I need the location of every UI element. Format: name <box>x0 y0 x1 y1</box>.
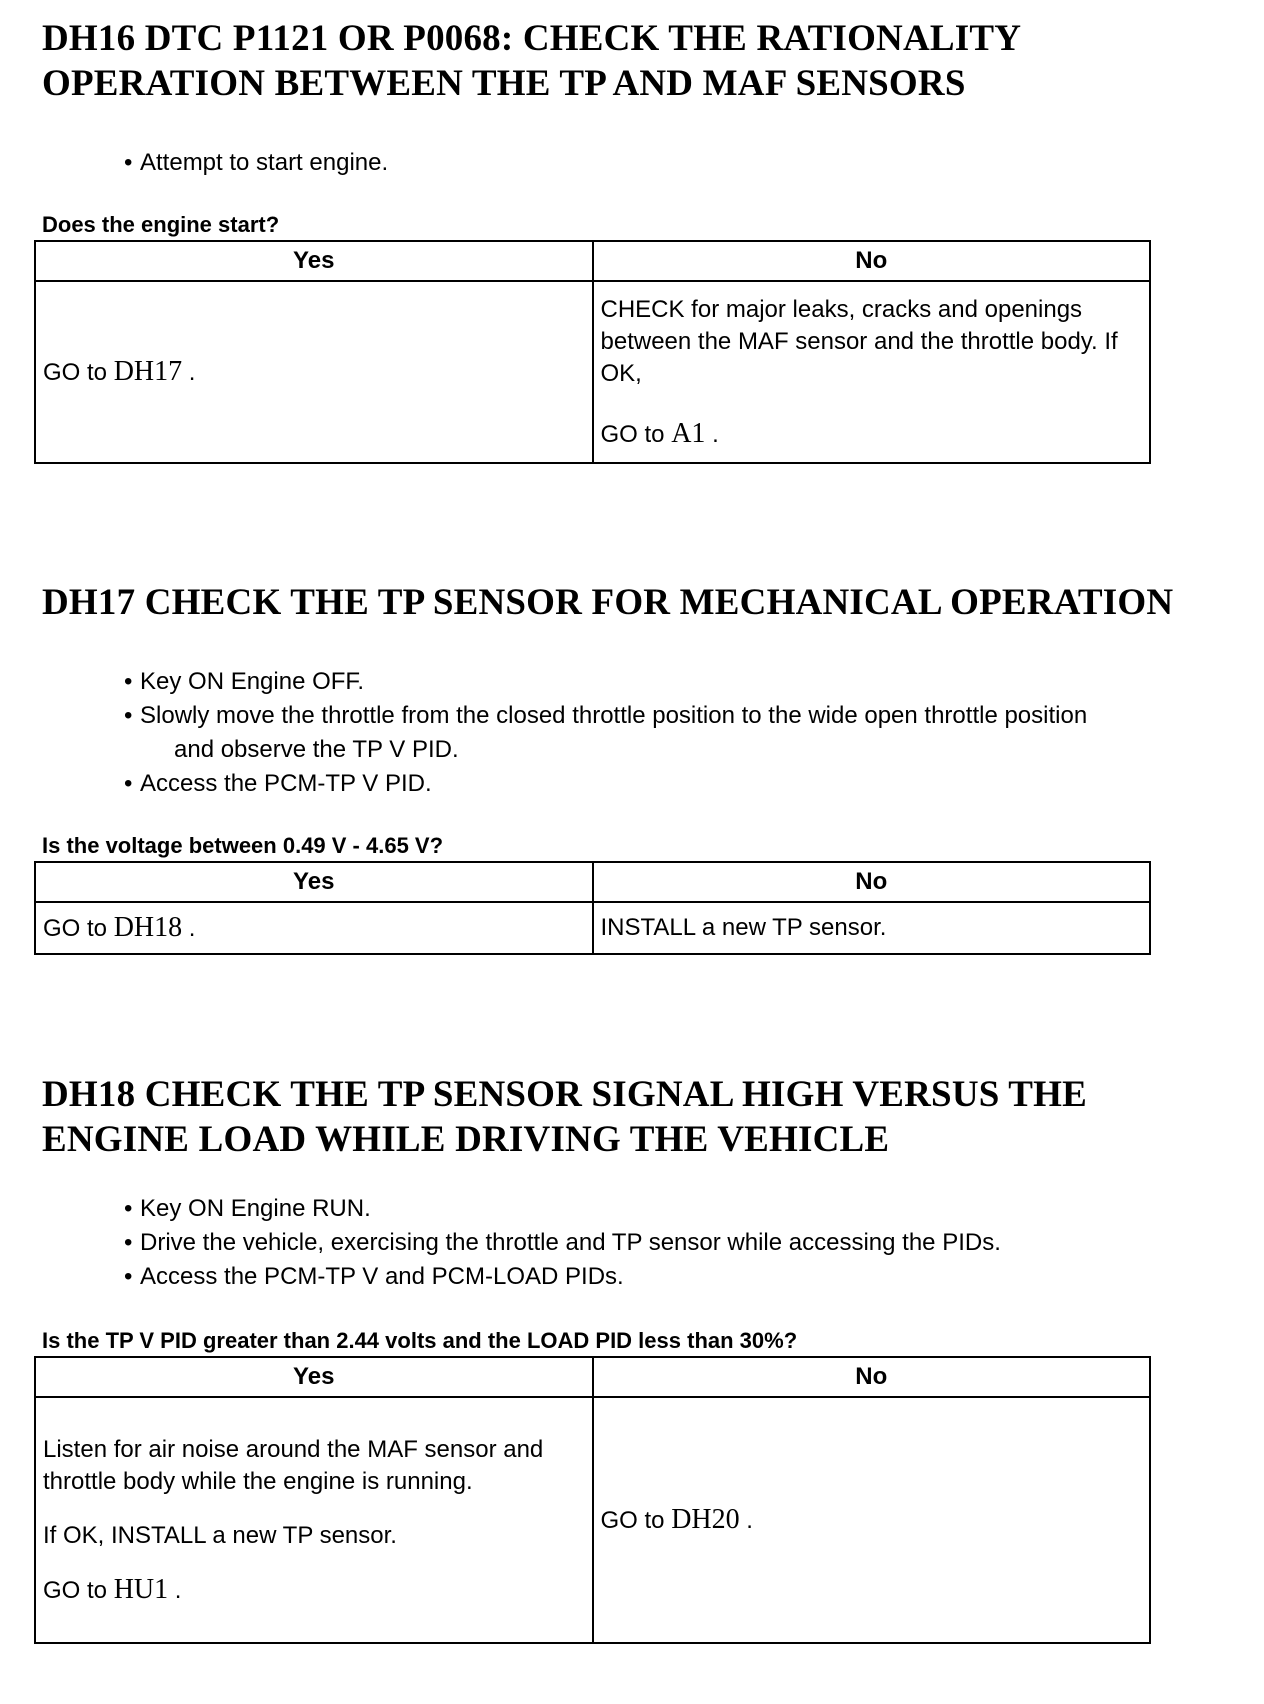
dh18-question: Is the TP V PID greater than 2.44 volts and the LOAD PID less than 30%? <box>42 1328 798 1353</box>
dh16-steps <box>34 146 1244 180</box>
dh17-no-header: No <box>593 862 1151 902</box>
section-dh16 <box>34 16 1244 464</box>
dh17-step-continued: and observe the TP V PID. <box>174 736 459 763</box>
dh16-title-line2: OPERATION BETWEEN THE TP AND MAF SENSORS <box>42 63 966 104</box>
dh17-yes-link[interactable]: DH18 <box>113 911 183 943</box>
dh17-step: • Key ON Engine OFF. <box>124 665 1244 699</box>
dh18-yes-suffix: . <box>168 1576 182 1604</box>
dh17-question: Is the voltage between 0.49 V - 4.65 V? <box>42 833 444 858</box>
dh18-step: • Access the PCM-TP V and PCM-LOAD PIDs. <box>124 1260 1244 1294</box>
dh18-yes-text1: Listen for air noise around the MAF sensor and throttle body while the engine is running. <box>43 1435 544 1495</box>
dh18-no-prefix: GO to <box>600 1506 672 1534</box>
dh18-no-cell <box>593 1397 1151 1643</box>
dh18-title <box>42 1072 1244 1162</box>
dh18-no-header: No <box>593 1357 1151 1397</box>
section-dh18 <box>34 1072 1244 1644</box>
dh18-yes-header: Yes <box>35 1357 593 1397</box>
dh16-title-line1: DH16 DTC P1121 OR P0068: CHECK THE RATIONALITY <box>42 18 1022 59</box>
dh16-question: Does the engine start? <box>42 212 280 237</box>
dh16-no-cell <box>593 281 1151 463</box>
dh18-no-suffix: . <box>739 1506 753 1534</box>
section-dh17 <box>34 580 1244 955</box>
dh16-yes-suffix: . <box>182 358 196 386</box>
dh18-steps <box>34 1192 1244 1294</box>
dh18-no-link[interactable]: DH20 <box>671 1503 740 1535</box>
dh16-step: • Attempt to start engine. <box>124 146 1244 180</box>
dh16-no-suffix: . <box>705 420 719 448</box>
dh18-yes-cell <box>35 1397 593 1643</box>
dh17-steps <box>34 665 1244 801</box>
dh17-yes-header: Yes <box>35 862 593 902</box>
dh16-no-text: CHECK for major leaks, cracks and openings between the MAF sensor and the throttle body. If OK, <box>600 295 1118 387</box>
dh18-yes-prefix: GO to <box>43 1576 114 1604</box>
dh17-yes-cell <box>35 902 593 954</box>
dh18-step: • Key ON Engine RUN. <box>124 1192 1244 1226</box>
dh16-no-prefix: GO to <box>600 420 672 448</box>
dh17-step-line: Slowly move the throttle from the closed throttle position to the wide open throttle position <box>140 702 1088 729</box>
dh18-title-line2: ENGINE LOAD WHILE DRIVING THE VEHICLE <box>42 1119 890 1160</box>
dh16-yes-header: Yes <box>35 241 593 281</box>
dh18-title-line1: DH18 CHECK THE TP SENSOR SIGNAL HIGH VERSUS THE <box>42 1074 1088 1115</box>
dh17-decision-table <box>34 861 1151 955</box>
dh18-decision-table <box>34 1356 1151 1644</box>
dh18-yes-text2: If OK, INSTALL a new TP sensor. <box>43 1521 397 1549</box>
dh17-title: DH17 CHECK THE TP SENSOR FOR MECHANICAL OPERATION <box>42 582 1174 623</box>
dh16-no-link[interactable]: A1 <box>671 417 706 449</box>
dh17-step <box>124 699 1244 767</box>
dh17-yes-suffix: . <box>182 914 196 942</box>
dh16-yes-cell <box>35 281 593 463</box>
dh16-yes-prefix: GO to <box>43 358 114 386</box>
dh17-step: • Access the PCM-TP V PID. <box>124 767 1244 801</box>
dh18-yes-link[interactable]: HU1 <box>113 1573 169 1605</box>
dh16-title <box>42 16 1244 106</box>
dh16-yes-link[interactable]: DH17 <box>113 355 183 387</box>
dh18-step: • Drive the vehicle, exercising the throttle and TP sensor while accessing the PIDs. <box>124 1226 1244 1260</box>
dh16-no-header: No <box>593 241 1151 281</box>
dh16-decision-table <box>34 240 1151 464</box>
dh17-no-cell: INSTALL a new TP sensor. <box>593 902 1151 954</box>
dh17-yes-prefix: GO to <box>43 914 114 942</box>
